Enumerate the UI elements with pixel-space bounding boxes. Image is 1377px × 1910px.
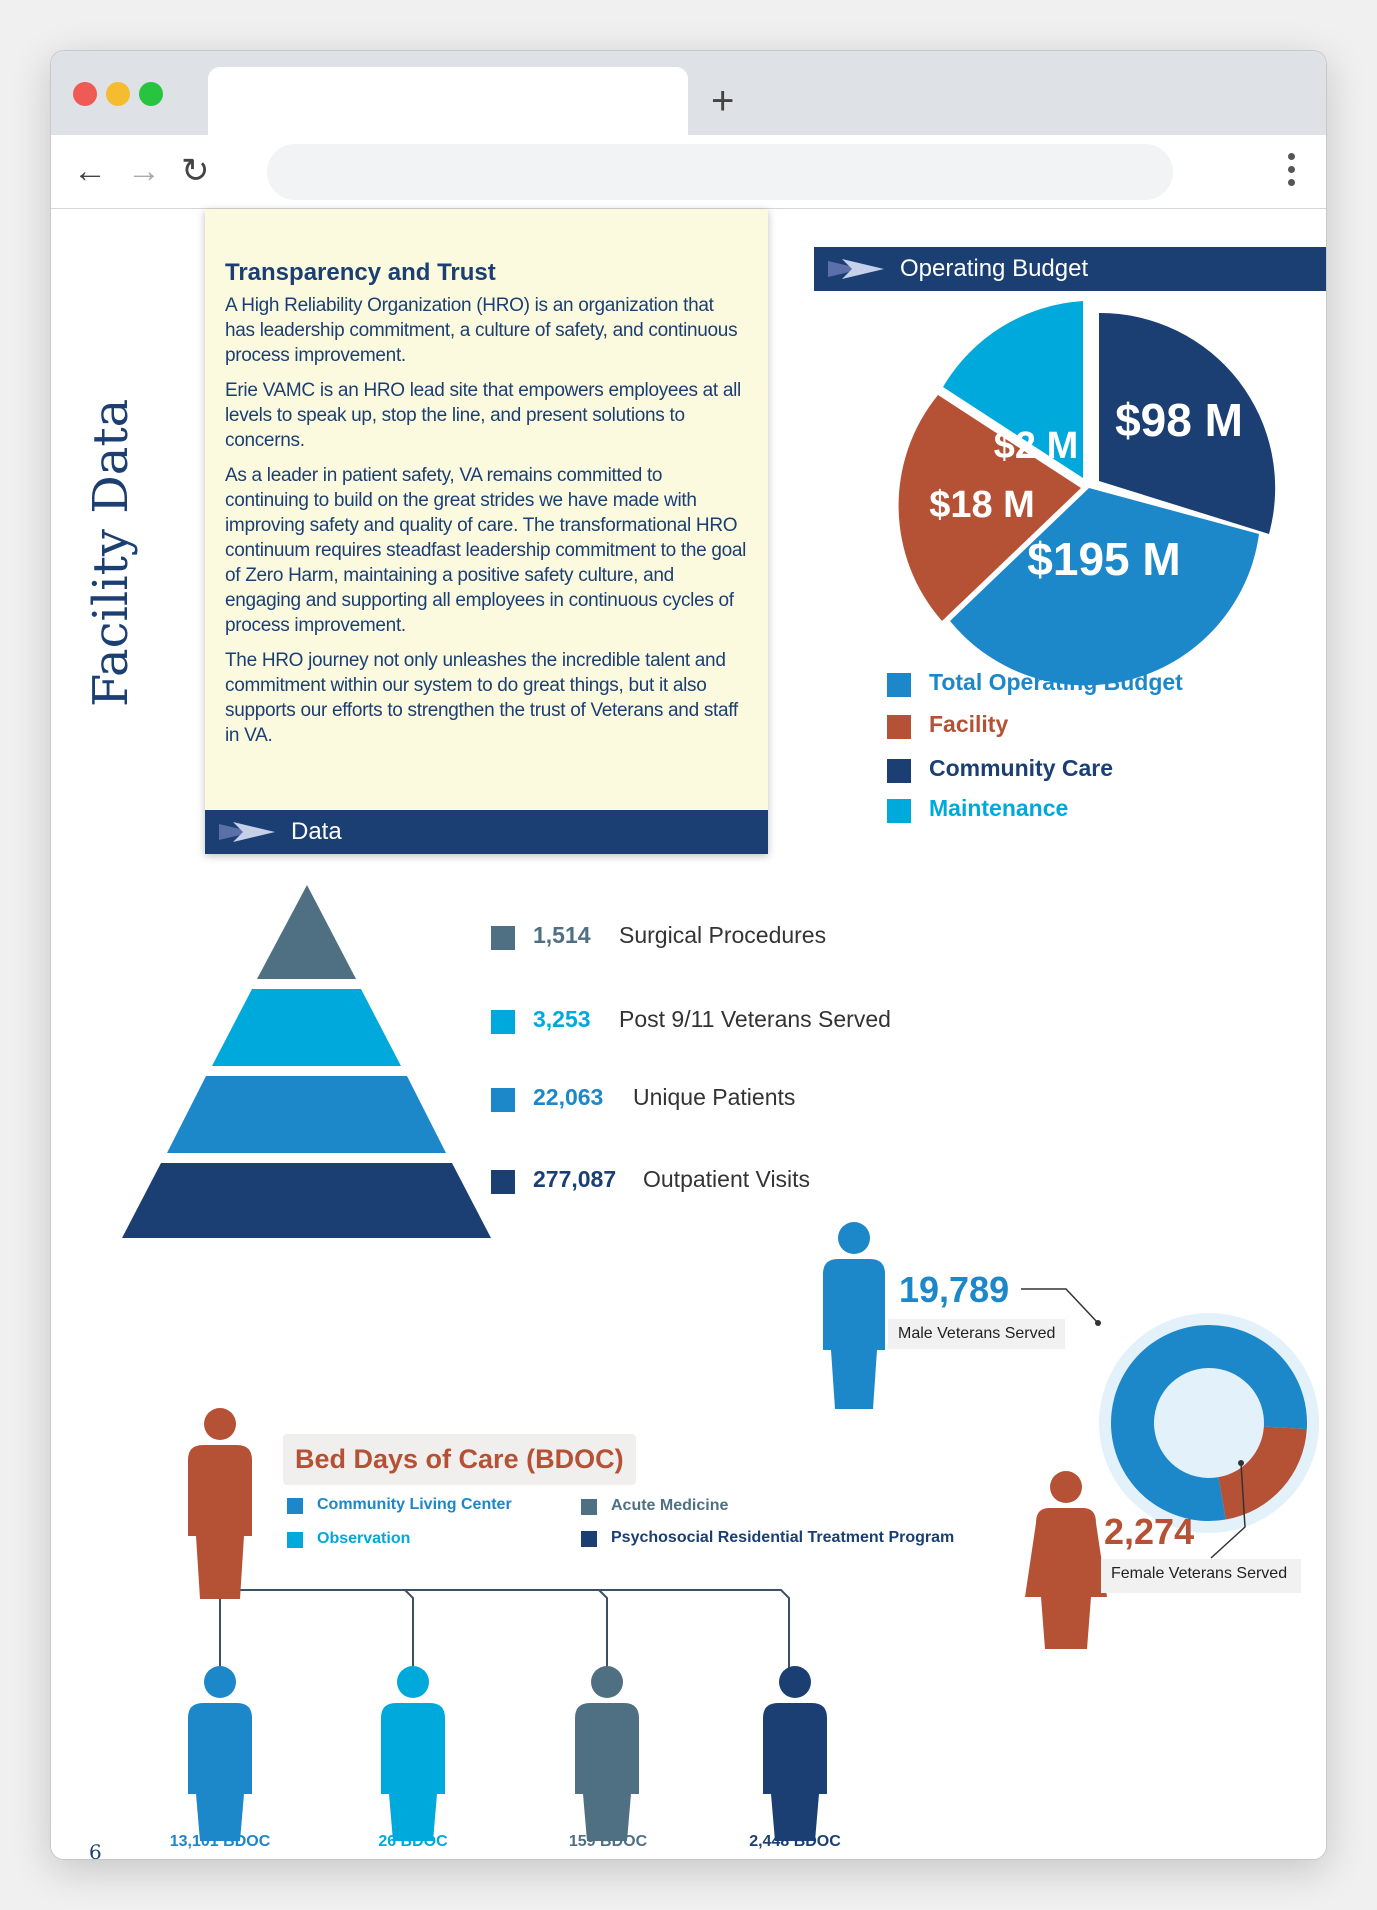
- stat-label: Outpatient Visits: [643, 1166, 811, 1192]
- female-veterans-label: Female Veterans Served: [1101, 1559, 1301, 1593]
- trust-heading: Transparency and Trust: [225, 259, 496, 286]
- stat-swatch: [491, 926, 515, 950]
- forward-arrow-icon[interactable]: →: [127, 152, 161, 190]
- trust-paragraph-2: Erie VAMC is an HRO lead site that empowers employees at all levels to speak up, stop the line, and present solutions to concerns.: [225, 380, 741, 451]
- legend-swatch: [287, 1498, 303, 1514]
- kebab-menu-icon[interactable]: [1288, 153, 1296, 192]
- stat-label: Surgical Procedures: [619, 922, 827, 948]
- legend-label: Psychosocial Residential Treatment Program: [611, 1529, 955, 1546]
- browser-toolbar: [51, 135, 1326, 209]
- trust-paragraph-3: As a leader in patient safety, VA remains committed to continuing to build on the great strides we have made with improving safety and quality of care. The transformational HRO continuum requires steadfast leadership commitment to the goal of Zero Harm, maintaining a positive safety culture, and engaging and supporting all employees in continuous cycles of process improvement.: [225, 465, 747, 636]
- legend-label: Observation: [317, 1530, 411, 1547]
- bdoc-value-community-living: 13,101 BDOC: [169, 1833, 271, 1850]
- stat-swatch: [491, 1088, 515, 1112]
- stat-swatch: [491, 1170, 515, 1194]
- stat-value: 3,253: [533, 1006, 591, 1032]
- reload-icon[interactable]: ↻: [181, 152, 210, 190]
- data-section-label: Data: [291, 818, 342, 845]
- back-arrow-icon[interactable]: ←: [73, 152, 107, 190]
- male-veterans-label: Male Veterans Served: [888, 1319, 1065, 1349]
- legend-label: Community Living Center: [317, 1496, 512, 1513]
- female-veterans-value: 2,274: [1104, 1511, 1195, 1552]
- stat-value: 22,063: [533, 1084, 604, 1110]
- legend-swatch: [887, 673, 911, 697]
- stat-value: 277,087: [533, 1166, 617, 1192]
- legend-swatch: [887, 759, 911, 783]
- pie-label-facility: $18 M: [929, 484, 1035, 526]
- graphics-layer: [51, 209, 1327, 1860]
- legend-swatch: [887, 715, 911, 739]
- legend-swatch: [887, 799, 911, 823]
- pie-label-maintenance: $2 M: [993, 425, 1079, 467]
- document-page: [51, 209, 1327, 1860]
- bdoc-title: Bed Days of Care (BDOC): [283, 1434, 636, 1485]
- male-veteran-icon: [823, 1222, 885, 1409]
- pyramid-tier-outpatient: [122, 1163, 491, 1238]
- tab-bar: [51, 51, 1326, 135]
- legend-label: Facility: [929, 711, 1009, 737]
- bdoc-value-acute-medicine: 159 BDOC: [568, 1833, 648, 1850]
- browser-tab[interactable]: [208, 67, 688, 135]
- person-icon-community-living: [188, 1666, 252, 1841]
- pie-label-community-care: $98 M: [1115, 394, 1243, 446]
- female-veteran-icon: [1025, 1471, 1107, 1649]
- legend-swatch: [581, 1531, 597, 1547]
- close-window-button[interactable]: [73, 82, 97, 106]
- bdoc-value-observation: 26 BDOC: [378, 1833, 448, 1850]
- bdoc-parent-person-icon: [188, 1408, 252, 1599]
- legend-label: Acute Medicine: [611, 1497, 729, 1514]
- legend-label: Maintenance: [929, 795, 1069, 821]
- male-veterans-value: 19,789: [899, 1269, 1010, 1310]
- pyramid-tier-surgical: [257, 885, 356, 979]
- pie-label-total-operating-budget: $195 M: [1027, 533, 1181, 585]
- bdoc-value-psychosocial: 2,448 BDOC: [749, 1833, 841, 1850]
- legend-swatch: [581, 1499, 597, 1515]
- stat-label: Post 9/11 Veterans Served: [619, 1006, 891, 1032]
- address-bar[interactable]: [267, 144, 1173, 200]
- legend-label: Total Operating Budget: [929, 669, 1183, 695]
- trust-paragraph-1: A High Reliability Organization (HRO) is an organization that has leadership commitment, a culture of safety, and continuous process improvement.: [225, 295, 738, 366]
- person-icon-psychosocial: [763, 1666, 827, 1841]
- budget-section-label: Operating Budget: [900, 255, 1089, 282]
- stat-label: Unique Patients: [633, 1084, 796, 1110]
- data-pyramid: [122, 885, 491, 1238]
- side-title: Facility Data: [83, 398, 139, 707]
- new-tab-plus-icon[interactable]: +: [711, 79, 735, 123]
- trust-paragraph-4: The HRO journey not only unleashes the incredible talent and commitment within our system to do great things, but it also supports our efforts to strengthen the trust of Veterans and staff in VA.: [225, 650, 738, 746]
- budget-pie-chart: [899, 301, 1276, 685]
- page-number: 6: [89, 1840, 102, 1860]
- pyramid-tier-unique-patients: [167, 1076, 446, 1153]
- pyramid-tier-post911: [212, 989, 401, 1066]
- legend-label: Community Care: [929, 755, 1114, 781]
- browser-window: [50, 50, 1327, 1860]
- stat-value: 1,514: [533, 922, 591, 948]
- person-icon-acute-medicine: [575, 1666, 639, 1841]
- stat-swatch: [491, 1010, 515, 1034]
- minimize-window-button[interactable]: [106, 82, 130, 106]
- maximize-window-button[interactable]: [139, 82, 163, 106]
- legend-swatch: [287, 1532, 303, 1548]
- person-icon-observation: [381, 1666, 445, 1841]
